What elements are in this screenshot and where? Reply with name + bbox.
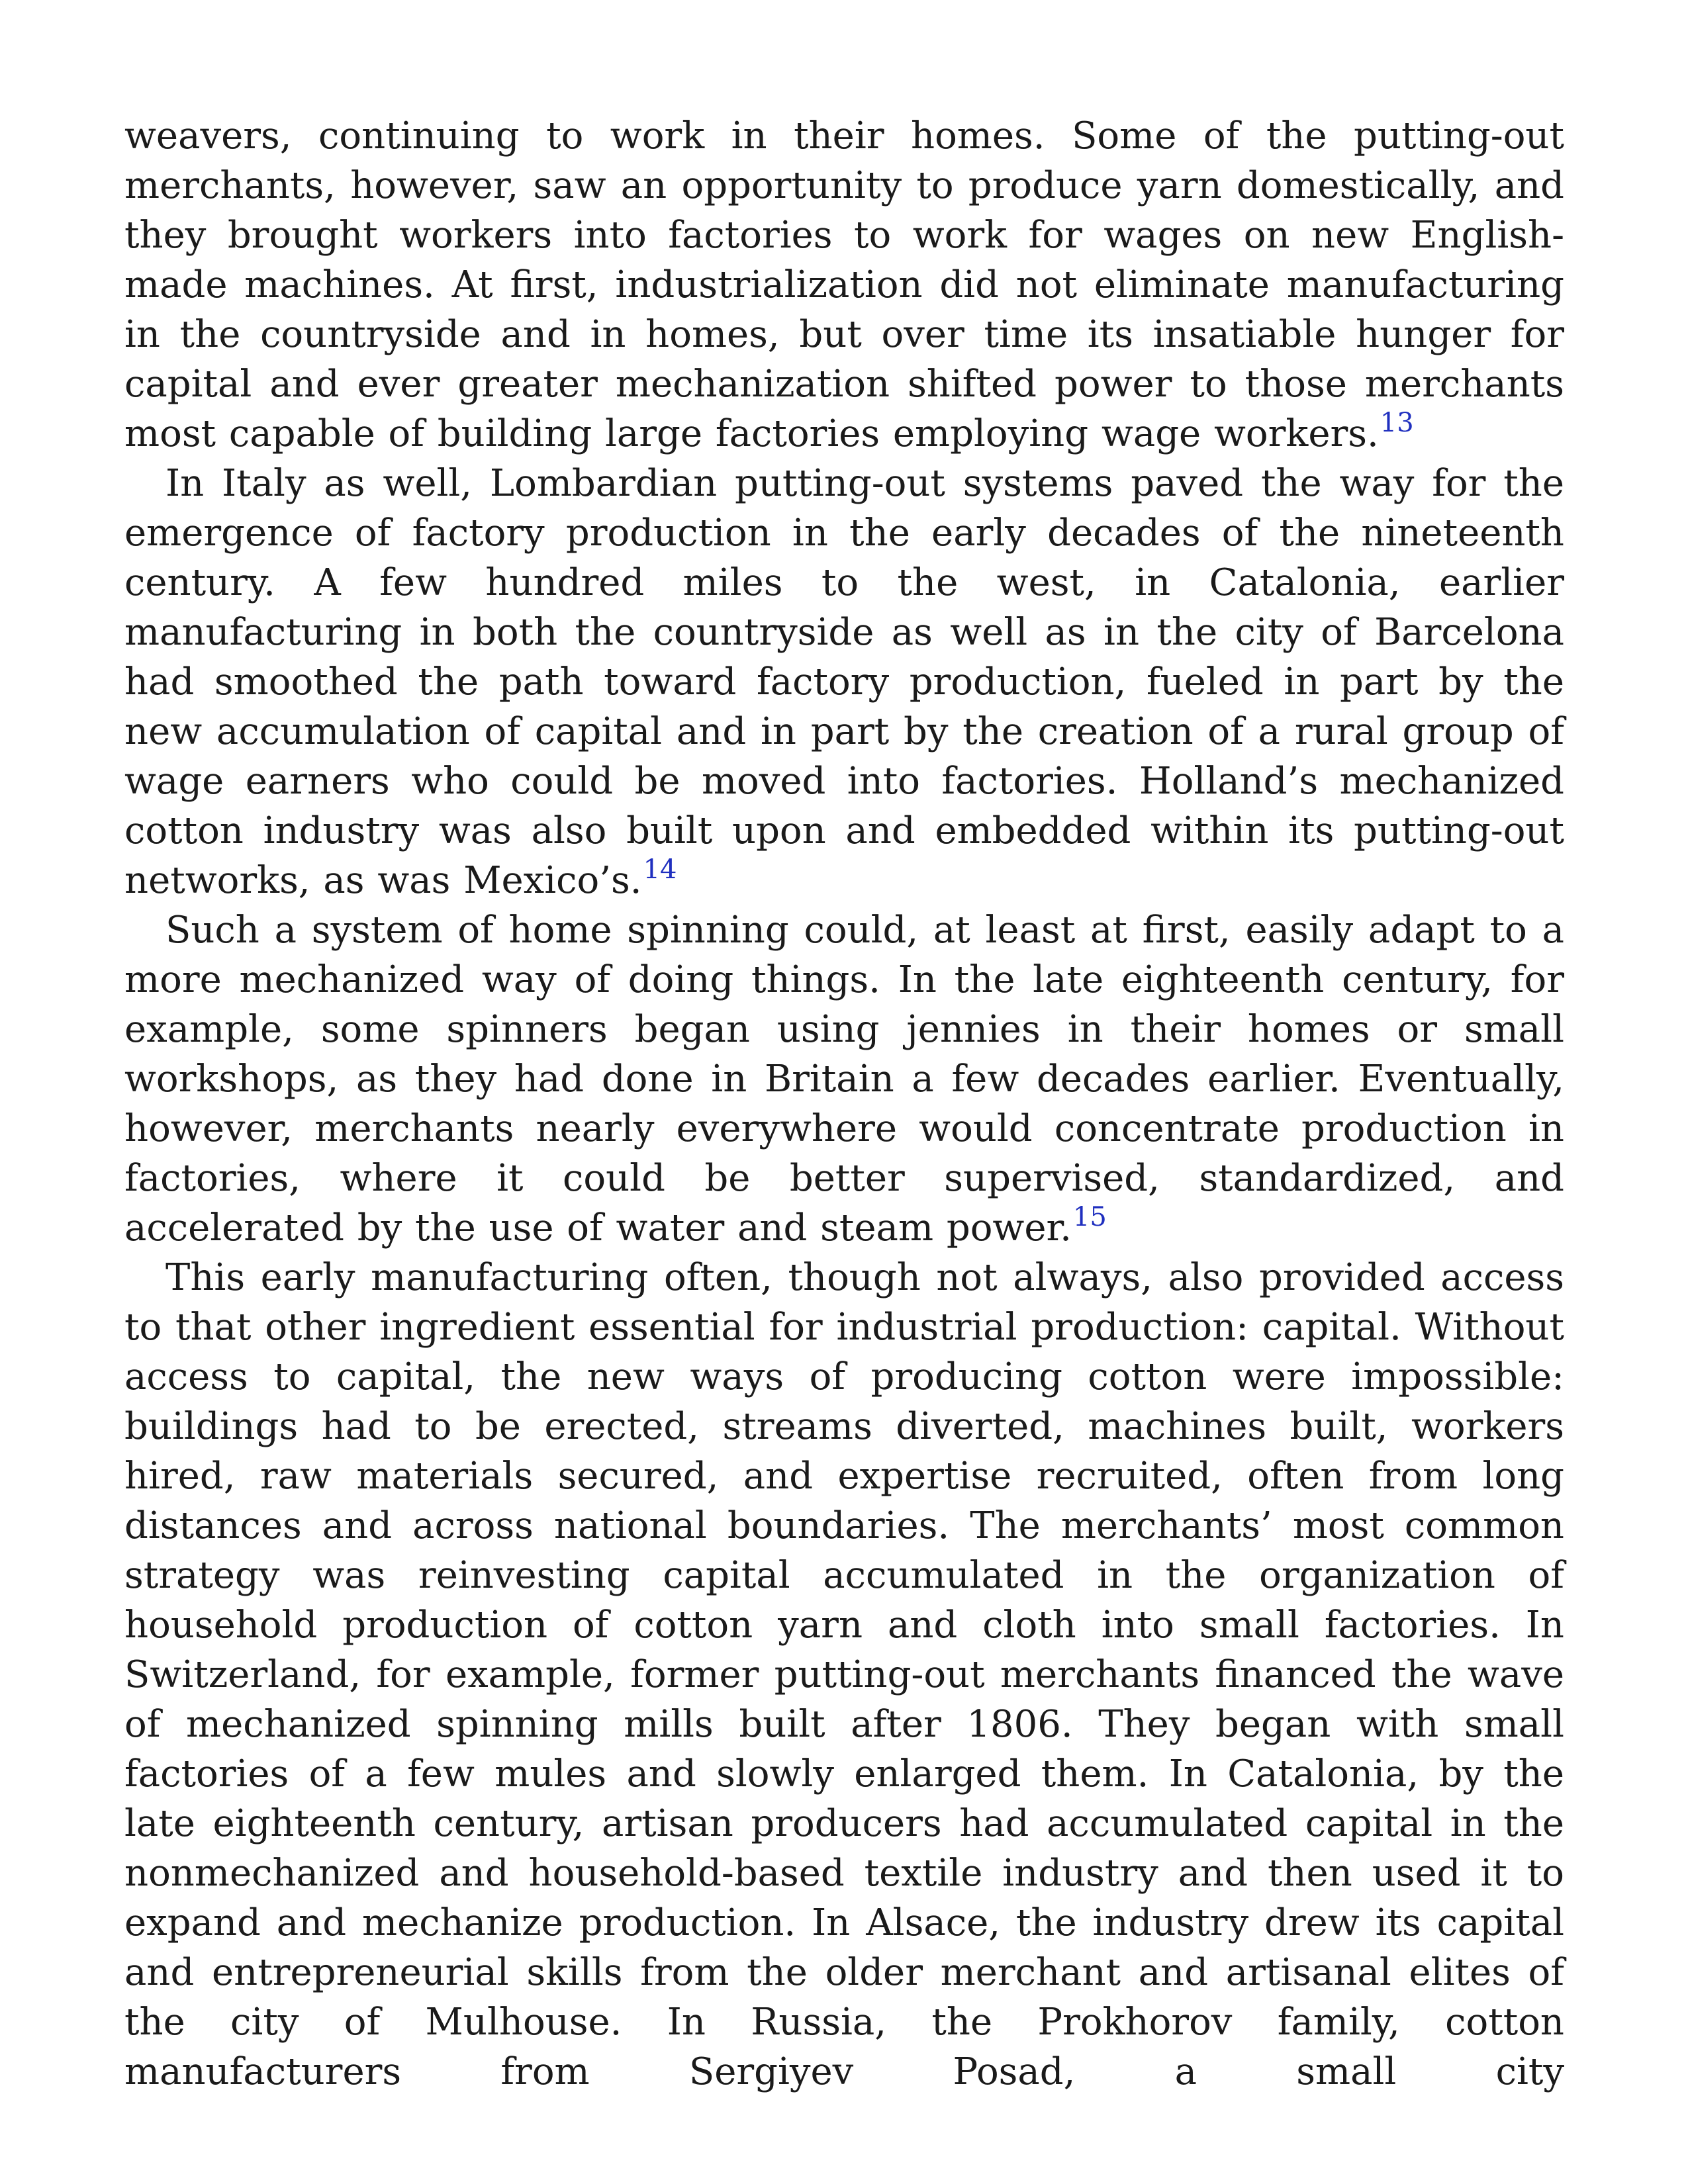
footnote-ref-15[interactable]: 15 bbox=[1072, 1202, 1107, 1232]
paragraph-2-text: In Italy as well, Lombardian putting-out systems paved the way for the emergence of factory production in the early decades of the nineteenth century. A few hundred miles to the west, in Catalonia, earlier manufacturing in both the countryside as well as in the city of Barcelona had smoothed the path toward factory production, fueled in part by the new accumulation of capital and in part by the creation of a rural group of wage earners who could be moved into factories. Holland’s mechanized cotton industry was also built upon and embedded within its putting-out networks, as was Mexico’s. bbox=[124, 462, 1564, 902]
paragraph-1 bbox=[124, 111, 1564, 459]
document-page bbox=[124, 111, 1564, 2097]
paragraph-2 bbox=[124, 459, 1564, 905]
paragraph-1-text: weavers, continuing to work in their homes. Some of the putting-out merchants, however, saw an opportunity to produce yarn domestically, and they brought workers into factories to work for wages on new English-made machines. At first, industrialization did not eliminate manufacturing in the countryside and in homes, but over time its insatiable hunger for capital and ever greater mechanization shifted power to those merchants most capable of building large factories employing wage workers. bbox=[124, 114, 1564, 455]
paragraph-3 bbox=[124, 905, 1564, 1253]
paragraph-4 bbox=[124, 1253, 1564, 2097]
footnote-ref-13[interactable]: 13 bbox=[1380, 408, 1414, 438]
paragraph-3-text: Such a system of home spinning could, at least at first, easily adapt to a more mechanized way of doing things. In the late eighteenth century, for example, some spinners began using jennies in their homes or small workshops, as they had done in Britain a few decades earlier. Eventually, however, merchants nearly everywhere would concentrate production in factories, where it could be better supervised, standardized, and accelerated by the use of water and steam power. bbox=[124, 909, 1564, 1250]
paragraph-4-text: This early manufacturing often, though not always, also provided access to that other ingredient essential for industrial production: capital. Without access to capital, the new ways of producing cotton were impossible: buildings had to be erected, streams diverted, machines built, workers hired, raw materials secured, and expertise recruited, often from long distances and across national boundaries. The merchants’ most common strategy was reinvesting capital accumulated in the organization of household production of cotton yarn and cloth into small factories. In Switzerland, for example, former putting-out merchants financed the wave of mechanized spinning mills built after 1806. They began with small factories of a few mules and slowly enlarged them. In Catalonia, by the late eighteenth century, artisan producers had accumulated capital in the nonmechanized and household-based textile industry and then used it to expand and mechanize production. In Alsace, the industry drew its capital and entrepreneurial skills from the older merchant and artisanal elites of the city of Mulhouse. In Russia, the Prokhorov family, cotton manufacturers from Sergiyev Posad, a small city bbox=[124, 1256, 1564, 2093]
footnote-ref-14[interactable]: 14 bbox=[643, 854, 677, 885]
